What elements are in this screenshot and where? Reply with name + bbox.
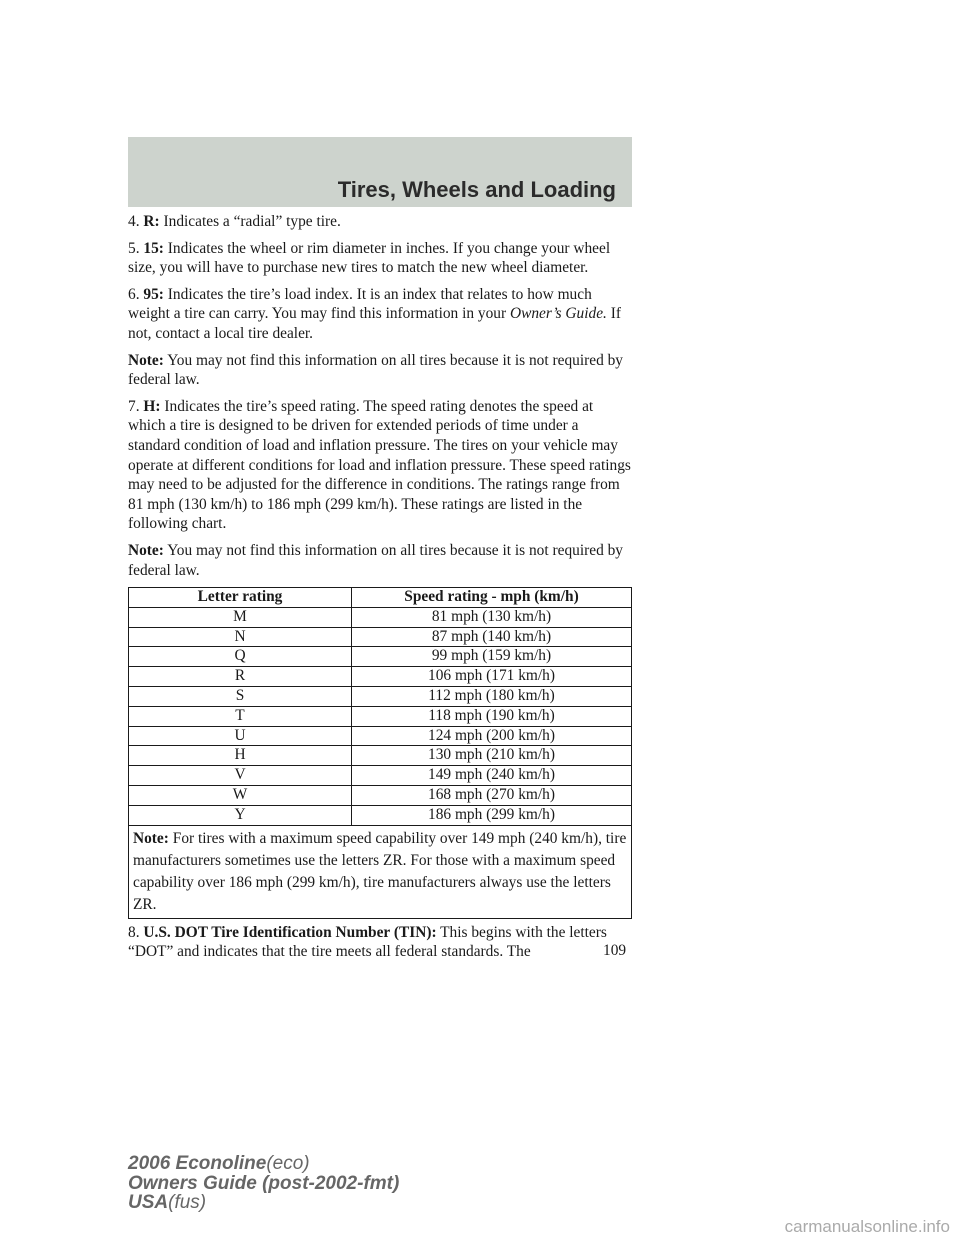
item-text: Indicates the wheel or rim diameter in inches. If you change your wheel size, you will have to purchase new tires to match the new wheel diameter. [128,239,611,277]
note-2 [128,541,632,580]
item-text: Indicates a “radial” type tire. [163,213,341,230]
letter-cell: Y [129,805,352,825]
letter-cell: M [129,607,352,627]
section-header-band [128,137,632,207]
speed-cell: 168 mph (270 km/h) [352,786,632,806]
speed-cell: 99 mph (159 km/h) [352,647,632,667]
note-text: For tires with a maximum speed capability over 149 mph (240 km/h), tire manufacturers sometimes use the letters ZR. For those with a maximum speed capability over 186 mph (299 km/h), tire manufacturers always use the letters ZR. [133,829,627,913]
watermark-text: carmanualsonline.info [784,1217,950,1236]
section-title: Tires, Wheels and Loading [337,177,616,202]
table-row [129,766,632,786]
item-number: 6. [128,285,140,303]
table-row [129,607,632,627]
speed-cell: 81 mph (130 km/h) [352,607,632,627]
footer-line-1 [128,1154,399,1174]
speed-cell: 87 mph (140 km/h) [352,627,632,647]
speed-cell: 124 mph (200 km/h) [352,726,632,746]
table-row [129,627,632,647]
letter-cell: T [129,706,352,726]
item-term: 95: [143,285,164,303]
item-term: 15: [143,239,164,257]
speed-rating-table [128,587,632,919]
note-text: You may not find this information on all tires because it is not required by federal law. [128,541,623,579]
item-6 [128,285,632,344]
letter-cell: U [129,726,352,746]
item-text: Indicates the tire’s load index. It is an index that relates to how much weight a tire can carry. You may find this information in your [128,285,592,323]
footer-line-2: Owners Guide (post-2002-fmt) [128,1172,400,1194]
note-1 [128,351,632,390]
speed-cell: 149 mph (240 km/h) [352,766,632,786]
item-text: This begins with the letters “DOT” and indicates that the tire meets all federal standards. The [128,923,607,961]
page-number: 109 [603,942,627,959]
item-number: 8. [128,923,140,941]
footer-line-3 [128,1193,399,1213]
table-row [129,805,632,825]
item-4 [128,212,632,232]
item-term: H: [143,397,161,415]
letter-cell: R [129,667,352,687]
table-header-row [129,588,632,608]
item-term: U.S. DOT Tire Identification Number (TIN): [143,923,437,941]
item-number: 4. [128,213,140,230]
item-8 [128,923,632,962]
item-text-italic: Owner’s Guide. [509,305,607,323]
note-text: You may not find this information on all tires because it is not required by federal law. [128,351,623,389]
item-text-after: If not, contact a local tire dealer. [128,305,621,342]
table-row [129,726,632,746]
letter-cell: H [129,746,352,766]
speed-cell: 118 mph (190 km/h) [352,706,632,726]
item-7 [128,397,632,534]
note-label: Note: [133,829,169,847]
column-header-speed: Speed rating - mph (km/h) [352,588,632,608]
footer-model: 2006 Econoline [128,1153,267,1174]
item-5 [128,239,632,278]
speed-cell: 130 mph (210 km/h) [352,746,632,766]
footer-model-code: (eco) [266,1153,310,1174]
letter-cell: N [129,627,352,647]
letter-cell: W [129,786,352,806]
table-row [129,746,632,766]
footer-region-code: (fus) [168,1192,207,1213]
table-note-cell [129,825,632,918]
item-text: Indicates the tire’s speed rating. The speed rating denotes the speed at which a tire is designed to be driven for extended periods of time under a standard condition of load and inflation pressure. The tires on your vehicle may operate at different conditions for load and inflation pressure. These speed ratings may need to be adjusted for the difference in conditions. The ratings range from 81 mph (130 km/h) to 186 mph (299 km/h). These ratings are listed in the following chart. [128,397,631,533]
column-header-letter: Letter rating [129,588,352,608]
speed-cell: 112 mph (180 km/h) [352,687,632,707]
table-row [129,687,632,707]
table-note-row [129,825,632,918]
table-row [129,647,632,667]
item-number: 7. [128,397,140,415]
note-label: Note: [128,351,164,369]
page-content [128,212,632,969]
item-term: R: [143,213,160,230]
letter-cell: Q [129,647,352,667]
table-row [129,667,632,687]
speed-cell: 186 mph (299 km/h) [352,805,632,825]
item-number: 5. [128,239,140,257]
table-row [129,706,632,726]
speed-cell: 106 mph (171 km/h) [352,667,632,687]
table-row [129,786,632,806]
letter-cell: V [129,766,352,786]
note-label: Note: [128,541,164,559]
letter-cell: S [129,687,352,707]
footer-region: USA [128,1192,169,1213]
document-footer [128,1154,399,1213]
